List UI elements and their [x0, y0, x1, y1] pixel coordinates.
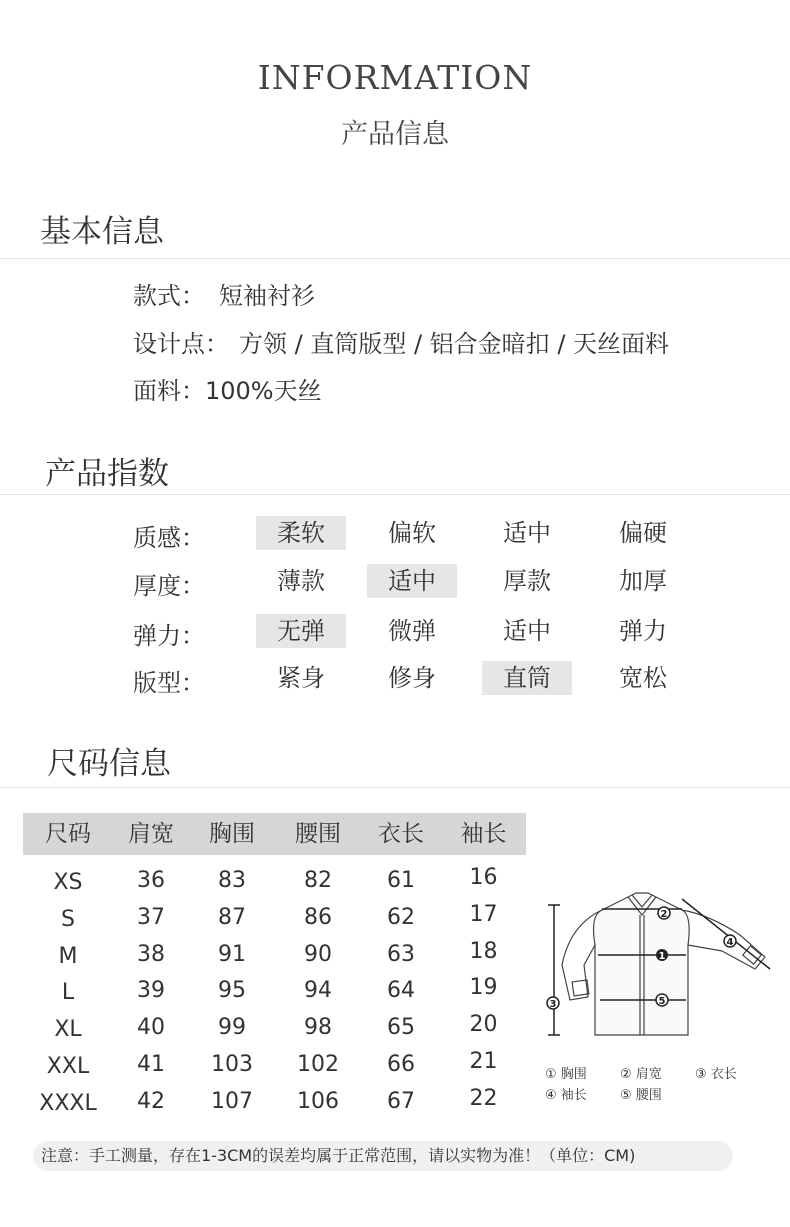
- size-cell-waist: 106: [297, 1088, 339, 1114]
- size-cell-waist: 86: [304, 904, 332, 930]
- size-cell-chest: 107: [211, 1088, 253, 1114]
- size-cell-sleeve: 19: [469, 975, 498, 1001]
- index-row-label: 厚度：: [133, 572, 205, 600]
- size-cell-chest: 83: [218, 868, 246, 893]
- style-value: 短袖衬衫: [219, 282, 315, 310]
- size-cell-shoulder: 41: [137, 1052, 165, 1077]
- index-option: 宽松: [619, 664, 667, 692]
- header-waist: 腰围: [295, 821, 341, 847]
- legend-sleeve: ④ 袖长: [545, 1088, 587, 1103]
- size-cell-shoulder: 36: [137, 868, 165, 893]
- design-row: [133, 324, 669, 359]
- fabric-label: 面料：: [133, 377, 205, 405]
- legend-length: ③ 衣长: [695, 1067, 737, 1082]
- size-cell-length: 66: [387, 1052, 415, 1077]
- header-title-en: INFORMATION: [257, 58, 533, 97]
- index-option: 适中: [503, 519, 551, 547]
- size-cell-shoulder: 42: [137, 1088, 165, 1114]
- index-option: 适中: [503, 617, 551, 645]
- index-option-selected: 适中: [367, 564, 457, 598]
- size-cell-waist: 90: [304, 941, 332, 967]
- marker-4: 4: [726, 937, 734, 948]
- marker-1: 1: [658, 951, 666, 962]
- index-option-selected: 直筒: [482, 661, 572, 695]
- size-cell-shoulder: 39: [137, 978, 165, 1004]
- size-cell-shoulder: 38: [137, 941, 165, 967]
- size-cell-size: S: [61, 906, 75, 932]
- fabric-row: [133, 371, 322, 406]
- size-cell-length: 67: [387, 1088, 415, 1114]
- size-cell-waist: 94: [304, 978, 332, 1004]
- size-cell-length: 65: [387, 1015, 415, 1041]
- size-cell-waist: 82: [304, 868, 332, 893]
- size-cell-sleeve: 18: [469, 938, 498, 964]
- size-cell-shoulder: 37: [137, 904, 165, 930]
- header-title-cn: 产品信息: [341, 119, 449, 150]
- size-cell-length: 64: [387, 978, 415, 1004]
- basic-divider: [0, 258, 790, 259]
- size-cell-chest: 103: [211, 1052, 253, 1077]
- header-size: 尺码: [45, 821, 91, 847]
- style-label: 款式：: [133, 282, 205, 310]
- fabric-value: 100%天丝: [205, 377, 322, 405]
- size-cell-length: 62: [387, 904, 415, 930]
- size-cell-chest: 99: [218, 1015, 246, 1041]
- size-cell-chest: 95: [218, 978, 246, 1004]
- index-option: 紧身: [277, 664, 325, 692]
- shirt-diagram-icon: [540, 885, 780, 1055]
- size-cell-length: 63: [387, 941, 415, 967]
- size-cell-size: XXXL: [39, 1090, 97, 1116]
- size-cell-sleeve: 21: [469, 1049, 498, 1074]
- size-cell-waist: 102: [297, 1052, 339, 1077]
- index-option: 修身: [388, 664, 436, 692]
- header-chest: 胸围: [209, 821, 255, 847]
- size-cell-size: XL: [54, 1017, 82, 1043]
- index-divider: [0, 494, 790, 495]
- index-option: 偏软: [388, 519, 436, 547]
- design-value: 方领 / 直筒版型 / 铝合金暗扣 / 天丝面料: [239, 330, 670, 358]
- style-row: [133, 276, 315, 311]
- basic-section-title: 基本信息: [40, 214, 164, 250]
- index-option-selected: 无弹: [256, 614, 346, 648]
- size-cell-size: XS: [53, 870, 83, 895]
- size-section-title: 尺码信息: [47, 746, 171, 782]
- header-shoulder: 肩宽: [128, 821, 174, 847]
- size-cell-size: L: [61, 980, 75, 1006]
- index-row-label: 质感：: [133, 524, 205, 552]
- marker-2: 2: [660, 909, 668, 920]
- size-cell-shoulder: 40: [137, 1015, 165, 1041]
- legend-waist: ⑤ 腰围: [620, 1088, 662, 1103]
- index-option: 薄款: [277, 567, 325, 595]
- size-cell-chest: 87: [218, 904, 246, 930]
- size-cell-sleeve: 16: [469, 865, 498, 890]
- size-cell-sleeve: 17: [469, 901, 498, 927]
- size-cell-chest: 91: [218, 941, 246, 967]
- size-cell-sleeve: 22: [469, 1085, 498, 1111]
- size-cell-sleeve: 20: [469, 1012, 498, 1038]
- index-option: 弹力: [619, 617, 667, 645]
- size-cell-length: 61: [387, 868, 415, 893]
- size-cell-waist: 98: [304, 1015, 332, 1041]
- legend-shoulder: ② 肩宽: [620, 1067, 662, 1082]
- size-cell-size: M: [58, 943, 78, 969]
- size-divider: [0, 787, 790, 788]
- index-row-label: 弹力：: [133, 622, 205, 650]
- header-length: 衣长: [378, 821, 424, 847]
- index-option: 偏硬: [619, 519, 667, 547]
- index-option: 厚款: [503, 567, 551, 595]
- size-cell-size: XXL: [46, 1054, 90, 1079]
- index-row-label: 版型：: [133, 669, 205, 697]
- index-section-title: 产品指数: [45, 456, 169, 492]
- marker-3: 3: [549, 999, 557, 1010]
- index-option-selected: 柔软: [256, 516, 346, 550]
- design-label: 设计点：: [133, 330, 229, 358]
- header-sleeve: 袖长: [460, 821, 507, 847]
- index-option: 微弹: [388, 617, 436, 645]
- legend-chest: ① 胸围: [545, 1067, 587, 1082]
- index-option: 加厚: [619, 567, 667, 595]
- measurement-note: 注意：手工测量，存在1-3CM的误差均属于正常范围，请以实物为准！（单位：CM): [33, 1141, 733, 1171]
- size-table-header: [23, 813, 526, 855]
- marker-5: 5: [658, 996, 666, 1007]
